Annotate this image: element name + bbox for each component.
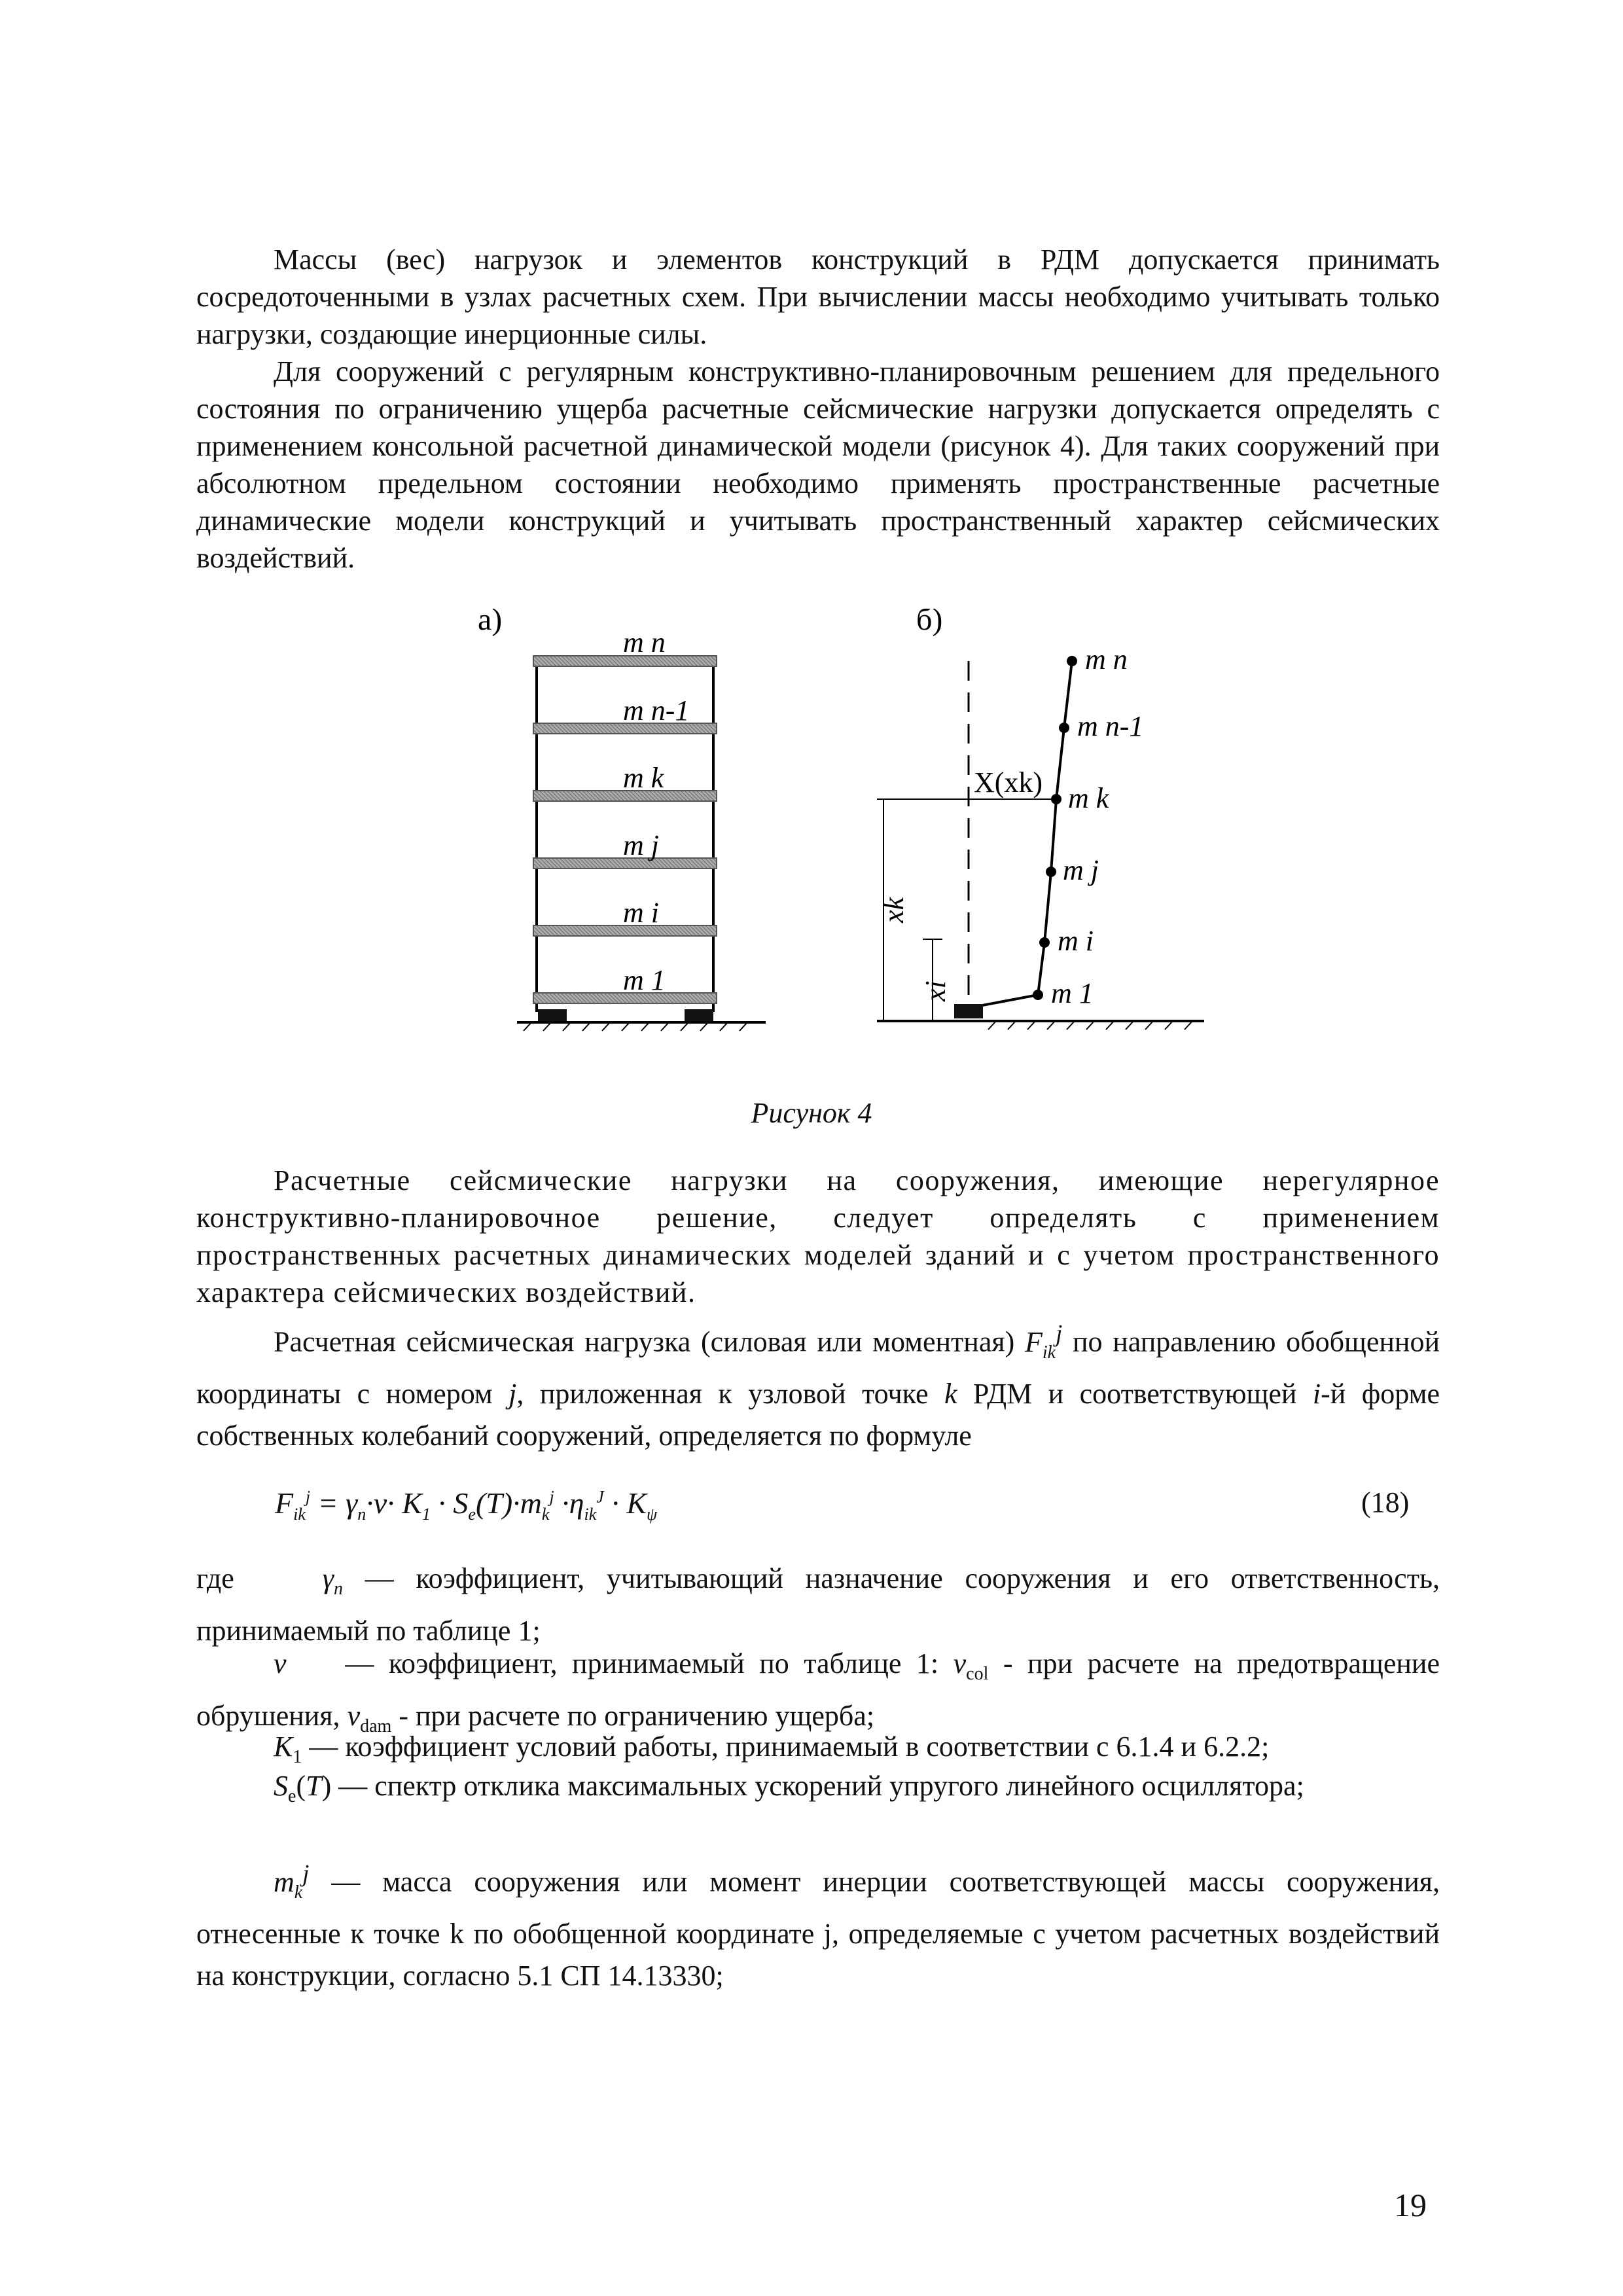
formula-18: $F_{ik}^j = \gamma_n\cdot\nu\cdot K_1 \cdot S_e(T)\cdot m_k^j \cdot\eta_{ik}^J \cdot K_\psi$ [275,1486,658,1524]
label-a: а) [478,609,503,637]
cant-mass-i: m i [1058,925,1094,957]
figure-4-drawing [471,609,1257,1067]
cantilever-model [877,656,1204,1030]
page-number: 19 [1394,2187,1427,2223]
formula-number: (18) [1361,1486,1410,1518]
frame-mass-n1: m n-1 [623,694,690,726]
p4-d: РДМ и соответствующей [972,1378,1297,1410]
frame-mass-n: m n [623,626,666,658]
p4-e: -й форме собственных колебаний сооружений, определяется по формуле [196,1378,1440,1452]
p4-b: по направлению обобщенной координаты с номером [196,1325,1440,1410]
cant-mass-n1: m n-1 [1077,710,1144,742]
frame-mass-j: m j [623,829,659,861]
p4-a: Расчетная сейсмическая нагрузка (силовая или моментная) [274,1325,1015,1358]
def-nu: ν — коэффициент, принимаемый по таблице 1: $\nu_{col}$ - при расчете на предотвращение обрушения, $\nu_{dam}$ - при расчете по ограничению ущерба; [196,1647,1440,1736]
figure-4 [471,609,1257,1067]
figure-caption: Рисунок 4 [751,1097,872,1129]
def-m: $m_k^j$ — масса сооружения или момент инерции соответствующей массы сооружения, отнесенные к точке k по обобщенной координате j, определяемые с учетом расчетных воздействий на конструкции, согласно 5.1 СП 14.13330; [196,1859,1440,1992]
def-se: $S_e(T)$ — спектр отклика максимальных ускорений упругого линейного осциллятора; [274,1770,1304,1806]
cant-mass-j: m j [1063,854,1099,886]
p4-c: , приложенная к узловой точке [516,1378,929,1410]
paragraph-2: Для сооружений с регулярным конструктивно-планировочным решением для предельного состояния по ограничению ущерба расчетные сейсмические нагрузки допускается определять с применением консольной расчетной динамической модели (рисунок 4). Для таких сооружений при абсолютном предельном состоянии необходимо применять пространственные расчетные динамические модели конструкций и учитывать пространственный характер сейсмических воздействий. [196,355,1440,574]
cant-mass-k: m k [1068,782,1109,814]
paragraph-4: Расчетная сейсмическая нагрузка (силовая или моментная) $F_{ik}^j$ по направлению обобщенной координаты с номером j, приложенная к узловой точке k РДМ и соответствующей i-й форме собственных колебаний сооружений, определяется по формуле [196,1319,1440,1452]
frame-mass-1: m 1 [623,964,666,996]
label-b: б) [916,609,943,637]
paragraph-3: Расчетные сейсмические нагрузки на сооружения, имеющие нерегулярное конструктивно-планировочное решение, следует определять с применением пространственных расчетных динамических моделей зданий и с учетом пространственного характера сейсмических воздействий. [196,1164,1440,1308]
frame-mass-k: m k [623,762,664,794]
xi-label: xi [919,980,952,1001]
xk-label: xk [878,897,910,923]
cant-mass-n: m n [1085,643,1128,675]
paragraph-1: Массы (вес) нагрузок и элементов конструкций в РДМ допускается принимать сосредоточенными в узлах расчетных схем. При вычислении массы необходимо учитывать только нагрузки, создающие инерционные силы. [196,243,1440,350]
def-gamma: где $\gamma_n$ — коэффициент, учитывающий назначение сооружения и его ответственность, принимаемый по таблице 1; [196,1562,1440,1647]
cant-mass-1: m 1 [1051,977,1094,1009]
frame-mass-i: m i [623,897,659,929]
def-k1: $K_1$ — коэффициент условий работы, принимаемый в соответствии с 6.1.4 и 6.2.2; [274,1731,1270,1767]
disp-label: X(xk) [974,766,1043,798]
